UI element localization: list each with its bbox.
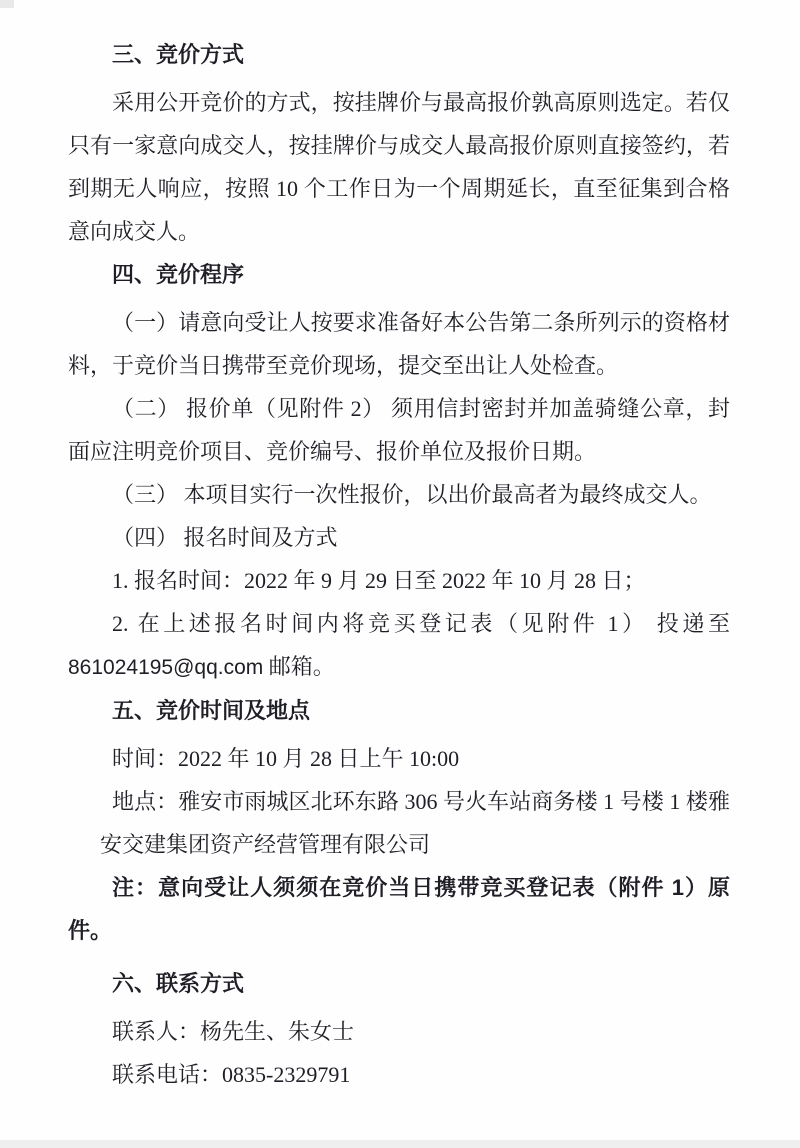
para-procedure-item-3: （三） 本项目实行一次性报价，以出价最高者为最终成交人。 [112,482,712,507]
para-procedure-item-4: （四） 报名时间及方式 [112,525,338,550]
registration-delivery-text: 2. 在上述报名时间内将竞买登记表（见附件 1） 投递至 [112,611,730,636]
heading-bidding-method: 三、竞价方式 [112,42,245,67]
para-bidding-location: 地点：雅安市雨城区北环东路 306 号火车站商务楼 1 号楼 1 楼雅安交建集团资产经营管理有限公司 [100,789,730,857]
para-registration-time: 1. 报名时间：2022 年 9 月 29 日至 2022 年 10 月 28 日； [112,568,646,593]
heading-bidding-time-location: 五、竞价时间及地点 [112,698,311,723]
note-original-form-required: 注：意向受让人须须在竞价当日携带竞买登记表（附件 1）原件。 [68,875,730,943]
para-procedure-item-2: （二） 报价单（见附件 2） 须用信封密封并加盖骑缝公章，封面应注明竞价项目、竞价编号、报价单位及报价日期。 [68,396,730,464]
heading-contact-info: 六、联系方式 [112,971,245,996]
para-bidding-time: 时间：2022 年 10 月 28 日上午 10:00 [112,746,460,771]
scan-bottom-edge-artifact [0,1140,800,1148]
para-procedure-item-1: （一）请意向受让人按要求准备好本公告第二条所列示的资格材料，于竞价当日携带至竞价现场，提交至出让人处检查。 [68,310,730,378]
para-contact-person: 联系人：杨先生、朱女士 [112,1019,355,1044]
scan-corner-artifact [0,0,14,8]
email-address: 861024195@qq.com [68,656,264,679]
para-registration-delivery [68,602,730,689]
heading-bidding-procedure: 四、竞价程序 [112,262,245,287]
para-bidding-method: 采用公开竞价的方式，按挂牌价与最高报价孰高原则选定。若仅只有一家意向成交人，按挂牌价与成交人最高报价原则直接签约，若到期无人响应，按照 10 个工作日为一个周期延长，直至征集到合格意向成交人。 [68,90,730,244]
registration-delivery-suffix: 邮箱。 [263,654,335,679]
para-contact-phone: 联系电话：0835-2329791 [112,1062,351,1087]
